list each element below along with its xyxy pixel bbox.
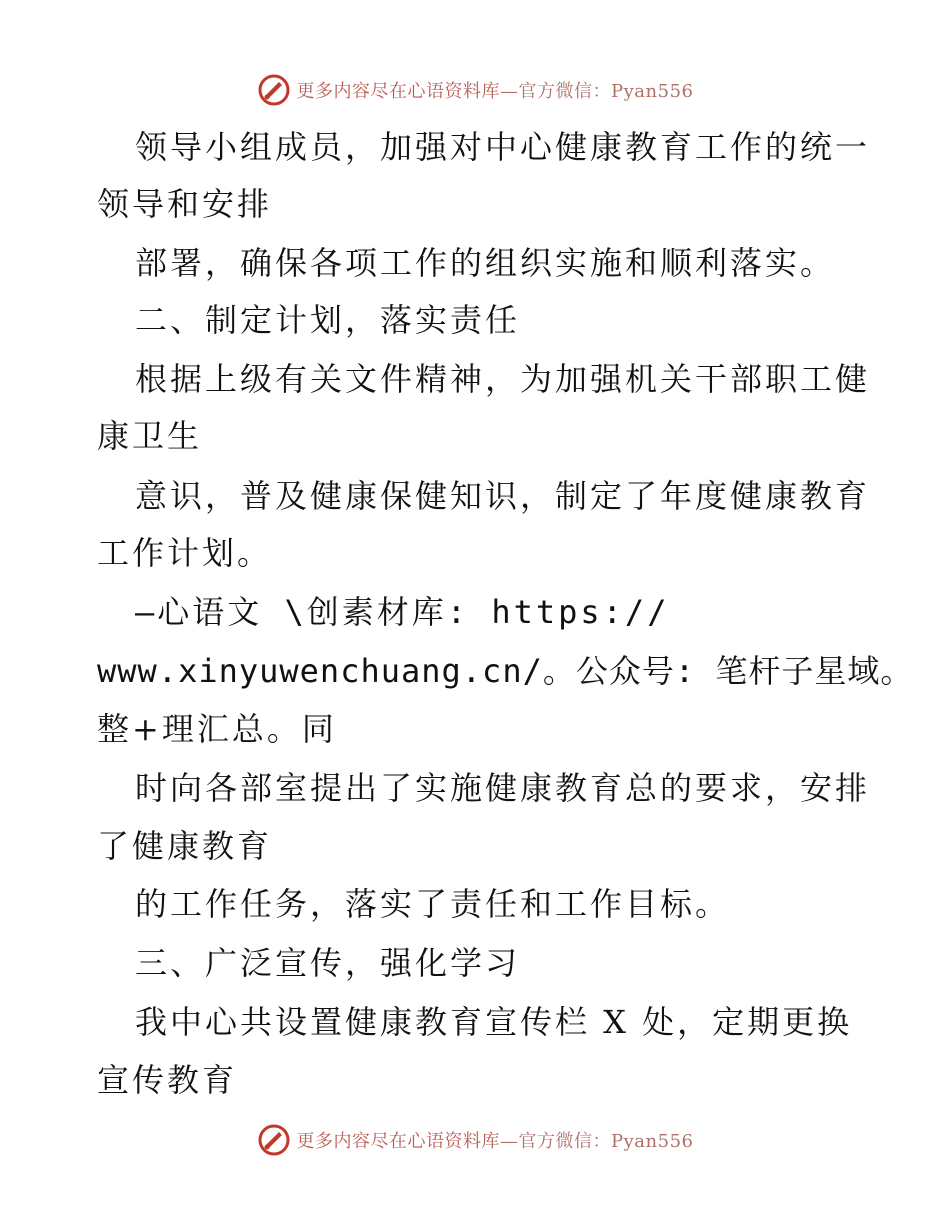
section-heading: 三、广泛宣传，强化学习 [135, 944, 521, 982]
text-line: 整+理汇总。同 [97, 710, 337, 748]
brand-logo-icon [257, 1123, 291, 1157]
text-line: 部署，确保各项工作的组织实施和顺利落实。 [135, 244, 836, 282]
footer-watermark [0, 1120, 950, 1160]
text-line: 了健康教育 [97, 827, 273, 865]
text-line: 我中心共设置健康教育宣传栏 X 处，定期更换 [135, 1003, 853, 1041]
text-line: 宣传教育 [97, 1061, 238, 1099]
footer-watermark-text: 更多内容尽在心语资料库—官方微信：Pyan556 [296, 1131, 694, 1152]
text-line: —心语文 \创素材库: https:// [135, 593, 670, 631]
text-line: 意识，普及健康保健知识，制定了年度健康教育 [135, 477, 871, 515]
text-line: 根据上级有关文件精神，为加强机关干部职工健 [135, 360, 871, 398]
text-line: 康卫生 [97, 417, 203, 455]
text-line: 的工作任务，落实了责任和工作目标。 [135, 885, 731, 923]
text-line: 领导和安排 [97, 185, 273, 223]
section-heading: 二、制定计划，落实责任 [135, 301, 521, 339]
header-watermark-text: 更多内容尽在心语资料库—官方微信：Pyan556 [296, 81, 694, 102]
text-line: 工作计划。 [97, 534, 273, 572]
text-line: 时向各部室提出了实施健康教育总的要求，安排 [135, 769, 871, 807]
text-line: 领导小组成员，加强对中心健康教育工作的统一 [135, 128, 871, 166]
text-line: www.xinyuwenchuang.cn/。公众号: 笔杆子星域。 [97, 652, 914, 690]
